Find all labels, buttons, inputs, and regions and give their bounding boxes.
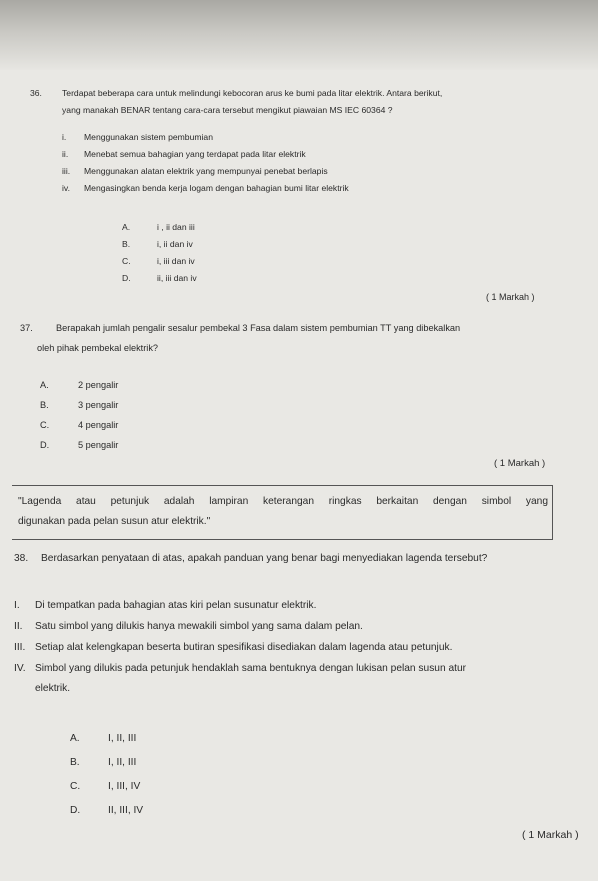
- option-letter[interactable]: C.: [70, 781, 81, 792]
- item-text: Mengasingkan benda kerja logam dengan bahagian bumi litar elektrik: [84, 183, 349, 193]
- question-text: Berdasarkan penyataan di atas, apakah panduan yang benar bagi menyediakan lagenda tersebut?: [41, 553, 488, 564]
- item-roman: ii.: [62, 149, 69, 159]
- option-text[interactable]: i , ii dan iii: [157, 222, 195, 232]
- item-text: Menggunakan sistem pembumian: [84, 132, 213, 142]
- question-text-line1: Berapakah jumlah pengalir sesalur pembekal 3 Fasa dalam sistem pembumian TT yang dibekalkan: [56, 323, 461, 333]
- option-text[interactable]: 2 pengalir: [78, 380, 119, 390]
- option-letter[interactable]: C.: [40, 420, 50, 430]
- question-text-line2: oleh pihak pembekal elektrik?: [37, 343, 159, 353]
- question-text-line1: Terdapat beberapa cara untuk melindungi kebocoran arus ke bumi pada litar elektrik. Antara berikut,: [62, 88, 443, 98]
- item-text: Di tempatkan pada bahagian atas kiri pelan susunatur elektrik.: [35, 600, 317, 611]
- option-text[interactable]: 3 pengalir: [78, 400, 119, 410]
- item-roman: IV.: [14, 663, 26, 674]
- option-text[interactable]: I, III, IV: [108, 781, 141, 792]
- statement-line1: "Lagenda atau petunjuk adalah lampiran keterangan ringkas berkaitan dengan simbol yang: [18, 496, 548, 507]
- option-text[interactable]: i, ii dan iv: [157, 239, 193, 249]
- option-text[interactable]: I, II, III: [108, 733, 137, 744]
- markah-label: ( 1 Markah ): [494, 458, 546, 469]
- option-letter[interactable]: D.: [40, 440, 50, 450]
- markah-label: ( 1 Markah ): [486, 292, 535, 302]
- item-roman: I.: [14, 600, 20, 611]
- option-text[interactable]: II, III, IV: [108, 805, 144, 816]
- option-letter[interactable]: A.: [122, 222, 131, 232]
- option-letter[interactable]: D.: [70, 805, 81, 816]
- item-text: Satu simbol yang dilukis hanya mewakili simbol yang sama dalam pelan.: [35, 621, 363, 632]
- option-letter[interactable]: B.: [40, 400, 49, 410]
- option-text[interactable]: i, iii dan iv: [157, 256, 195, 266]
- item-text-continued: elektrik.: [35, 683, 71, 694]
- option-text[interactable]: I, II, III: [108, 757, 137, 768]
- option-letter[interactable]: B.: [70, 757, 80, 768]
- option-letter[interactable]: B.: [122, 239, 131, 249]
- question-number: 38.: [14, 553, 29, 564]
- item-text: Menebat semua bahagian yang terdapat pada litar elektrik: [84, 149, 306, 159]
- option-letter[interactable]: C.: [122, 256, 131, 266]
- item-roman: II.: [14, 621, 23, 632]
- option-letter[interactable]: A.: [40, 380, 49, 390]
- item-text: Menggunakan alatan elektrik yang mempunyai penebat berlapis: [84, 166, 328, 176]
- option-text[interactable]: 5 pengalir: [78, 440, 119, 450]
- markah-label: ( 1 Markah ): [522, 829, 579, 841]
- question-number: 36.: [30, 88, 42, 98]
- option-letter[interactable]: A.: [70, 733, 80, 744]
- item-roman: iii.: [62, 166, 71, 176]
- exam-page: [0, 30, 598, 881]
- statement-line2: digunakan pada pelan susun atur elektrik.": [18, 516, 211, 527]
- question-number: 37.: [20, 323, 33, 333]
- option-text[interactable]: 4 pengalir: [78, 420, 119, 430]
- item-roman: III.: [14, 642, 26, 653]
- item-text: Simbol yang dilukis pada petunjuk hendaklah sama bentuknya dengan lukisan pelan susun atur: [35, 663, 466, 674]
- item-roman: iv.: [62, 183, 70, 193]
- option-text[interactable]: ii, iii dan iv: [157, 273, 197, 283]
- question-text-line2: yang manakah BENAR tentang cara-cara tersebut mengikut piawaian MS IEC 60364 ?: [62, 105, 393, 115]
- item-text: Setiap alat kelengkapan beserta butiran spesifikasi disediakan dalam lagenda atau petunjuk.: [35, 642, 453, 653]
- lagenda-statement-box: [12, 485, 553, 540]
- option-letter[interactable]: D.: [122, 273, 131, 283]
- item-roman: i.: [62, 132, 67, 142]
